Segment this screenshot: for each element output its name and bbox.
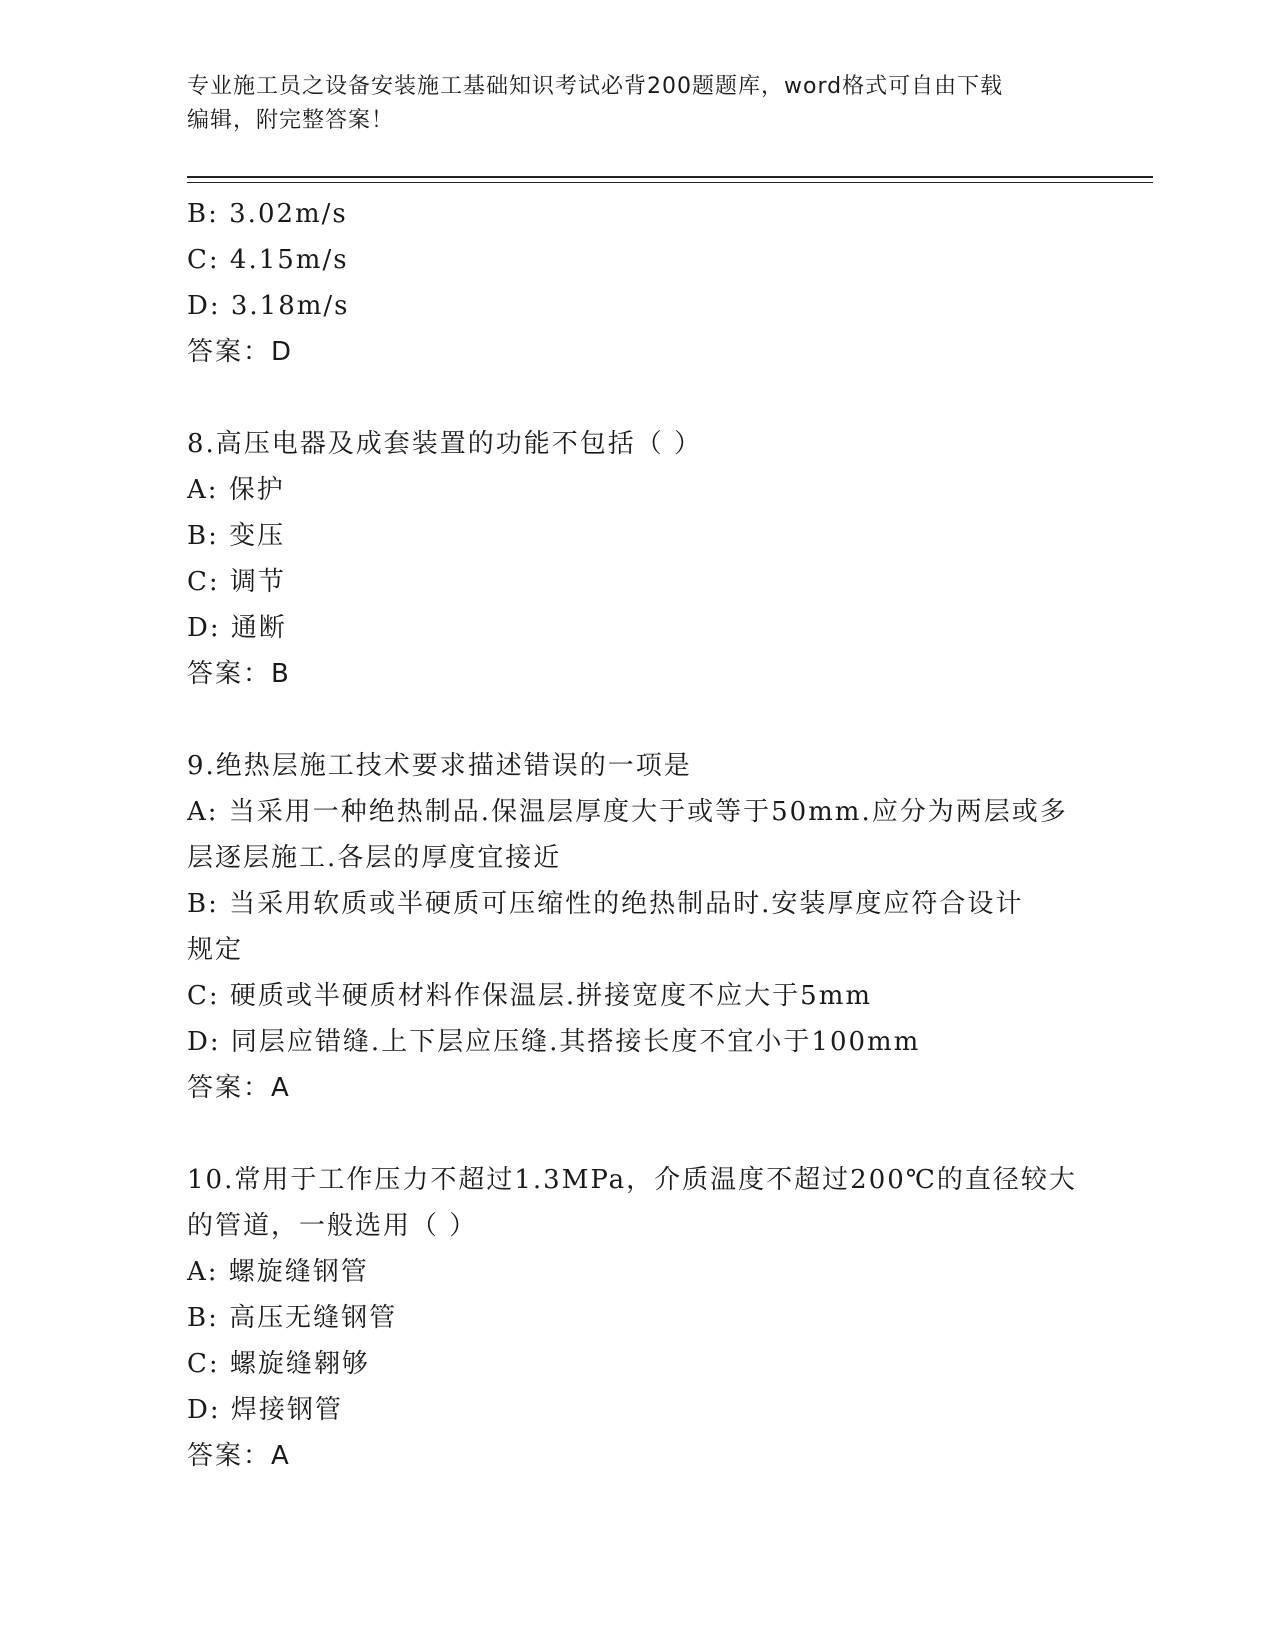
question-8-block (187, 421, 1087, 697)
q9-option-a-line-2: 层逐层施工.各层的厚度宜接近 (187, 843, 562, 873)
q10-option-c: C: 螺旋缝翱够 (187, 1349, 370, 1379)
q7-option-b: B: 3.02m/s (187, 199, 348, 229)
q8-answer: 答案：B (187, 659, 291, 689)
q9-question: 9.绝热层施工技术要求描述错误的一项是 (187, 751, 692, 781)
document-body (187, 191, 1087, 1479)
q9-option-d: D: 同层应错缝.上下层应压缝.其搭接长度不宜小于100mm (187, 1027, 921, 1057)
q9-option-a-line-1: A: 当采用一种绝热制品.保温层厚度大于或等于50mm.应分为两层或多 (187, 797, 1068, 827)
q10-option-b: B: 高压无缝钢管 (187, 1303, 398, 1333)
header-line-1: 专业施工员之设备安装施工基础知识考试必背200题题库，word格式可自由下载 (187, 74, 1004, 99)
q9-option-b-line-2: 规定 (187, 935, 244, 965)
q10-option-d: D: 焊接钢管 (187, 1395, 343, 1425)
header-divider-thick (187, 176, 1153, 178)
spacer (187, 375, 1087, 421)
q8-option-c: C: 调节 (187, 567, 286, 597)
q10-option-a: A: 螺旋缝钢管 (187, 1257, 369, 1287)
q9-answer: 答案：A (187, 1073, 291, 1103)
q7-answer: 答案：D (187, 337, 294, 367)
q8-question: 8.高压电器及成套装置的功能不包括（ ） (187, 429, 703, 459)
spacer (187, 1111, 1087, 1157)
q10-answer: 答案：A (187, 1441, 291, 1471)
q7-option-c: C: 4.15m/s (187, 245, 349, 275)
header-line-2: 编辑，附完整答案！ (187, 108, 395, 133)
q8-option-a: A: 保护 (187, 475, 285, 505)
document-header (187, 70, 1067, 138)
q8-option-d: D: 通断 (187, 613, 287, 643)
header-divider-thin (187, 182, 1153, 183)
q9-option-b-line-1: B: 当采用软质或半硬质可压缩性的绝热制品时.安装厚度应符合设计 (187, 889, 1024, 919)
spacer (187, 697, 1087, 743)
question-7-block (187, 191, 1087, 375)
question-9-block (187, 743, 1087, 1111)
question-10-block (187, 1157, 1087, 1479)
q8-option-b: B: 变压 (187, 521, 286, 551)
q9-option-c: C: 硬质或半硬质材料作保温层.拼接宽度不应大于5mm (187, 981, 873, 1011)
q10-question-line-1: 10.常用于工作压力不超过1.3MPa，介质温度不超过200℃的直径较大 (187, 1165, 1077, 1195)
q7-option-d: D: 3.18m/s (187, 291, 350, 321)
q10-question-line-2: 的管道，一般选用（ ） (187, 1211, 478, 1241)
